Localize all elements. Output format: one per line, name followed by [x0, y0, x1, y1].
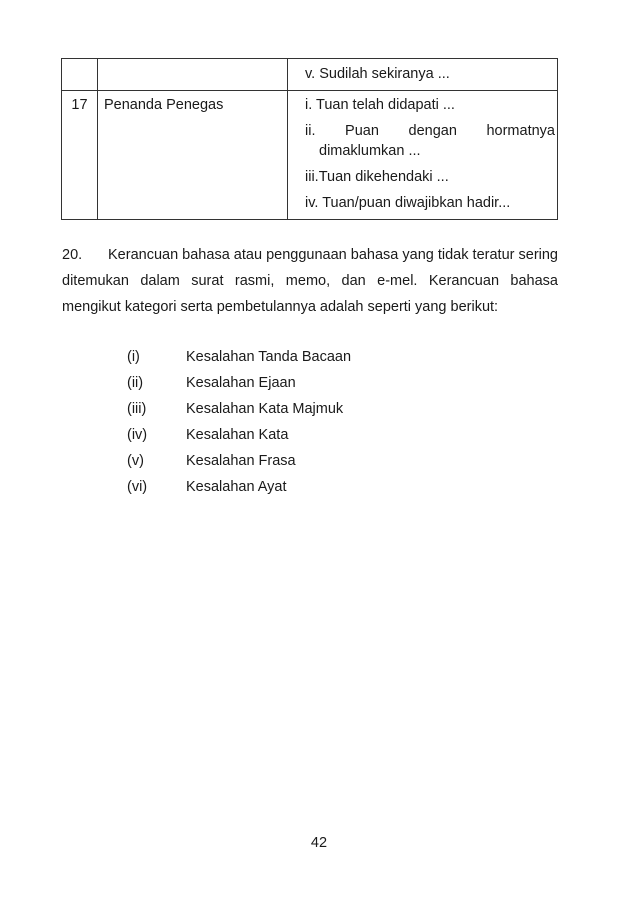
- list-numeral: (v): [127, 453, 144, 469]
- list-label: Kesalahan Kata: [186, 427, 289, 443]
- list-label: Kesalahan Tanda Bacaan: [186, 349, 352, 365]
- example-item-continuation: dimaklumkan ...: [319, 143, 421, 159]
- list-item: [127, 422, 351, 448]
- list-numeral: (vi): [127, 479, 148, 495]
- number-cell: [62, 59, 98, 91]
- number-cell: 17: [62, 91, 98, 220]
- list-item: [127, 344, 351, 370]
- list-numeral: (ii): [127, 375, 144, 391]
- error-category-list: [127, 344, 351, 500]
- list-item: [127, 448, 351, 474]
- list-numeral: (iii): [127, 401, 147, 417]
- list-label: Kesalahan Ayat: [186, 479, 287, 495]
- table-row: [62, 91, 558, 220]
- example-item: iv. Tuan/puan diwajibkan hadir...: [305, 195, 511, 211]
- list-label: Kesalahan Frasa: [186, 453, 296, 469]
- example-item: iii.Tuan dikehendaki ...: [305, 169, 449, 185]
- term-cell: [98, 59, 288, 91]
- page-number: 42: [310, 835, 328, 851]
- body-paragraph: [62, 242, 558, 320]
- list-item: [127, 474, 351, 500]
- list-label: Kesalahan Ejaan: [186, 375, 296, 391]
- example-item: i. Tuan telah didapati ...: [305, 97, 455, 113]
- list-item: [127, 396, 351, 422]
- list-numeral: (i): [127, 349, 140, 365]
- example-item: ii. Puan dengan hormatnya: [305, 123, 555, 139]
- examples-table: [61, 58, 558, 220]
- examples-cell: [288, 59, 558, 91]
- example-item: v. Sudilah sekiranya ...: [305, 66, 450, 82]
- term-cell: Penanda Penegas: [98, 91, 288, 220]
- paragraph-number: 20.: [62, 247, 83, 263]
- table-row: [62, 59, 558, 91]
- list-label: Kesalahan Kata Majmuk: [186, 401, 344, 417]
- list-numeral: (iv): [127, 427, 148, 443]
- paragraph-text: Kerancuan bahasa atau penggunaan bahasa yang tidak teratur sering ditemukan dalam surat rasmi, memo, dan e-mel. Kerancuan bahasa mengikut kategori serta pembetulannya adalah seperti yang berikut:: [62, 247, 558, 315]
- list-item: [127, 370, 351, 396]
- examples-cell: [288, 91, 558, 220]
